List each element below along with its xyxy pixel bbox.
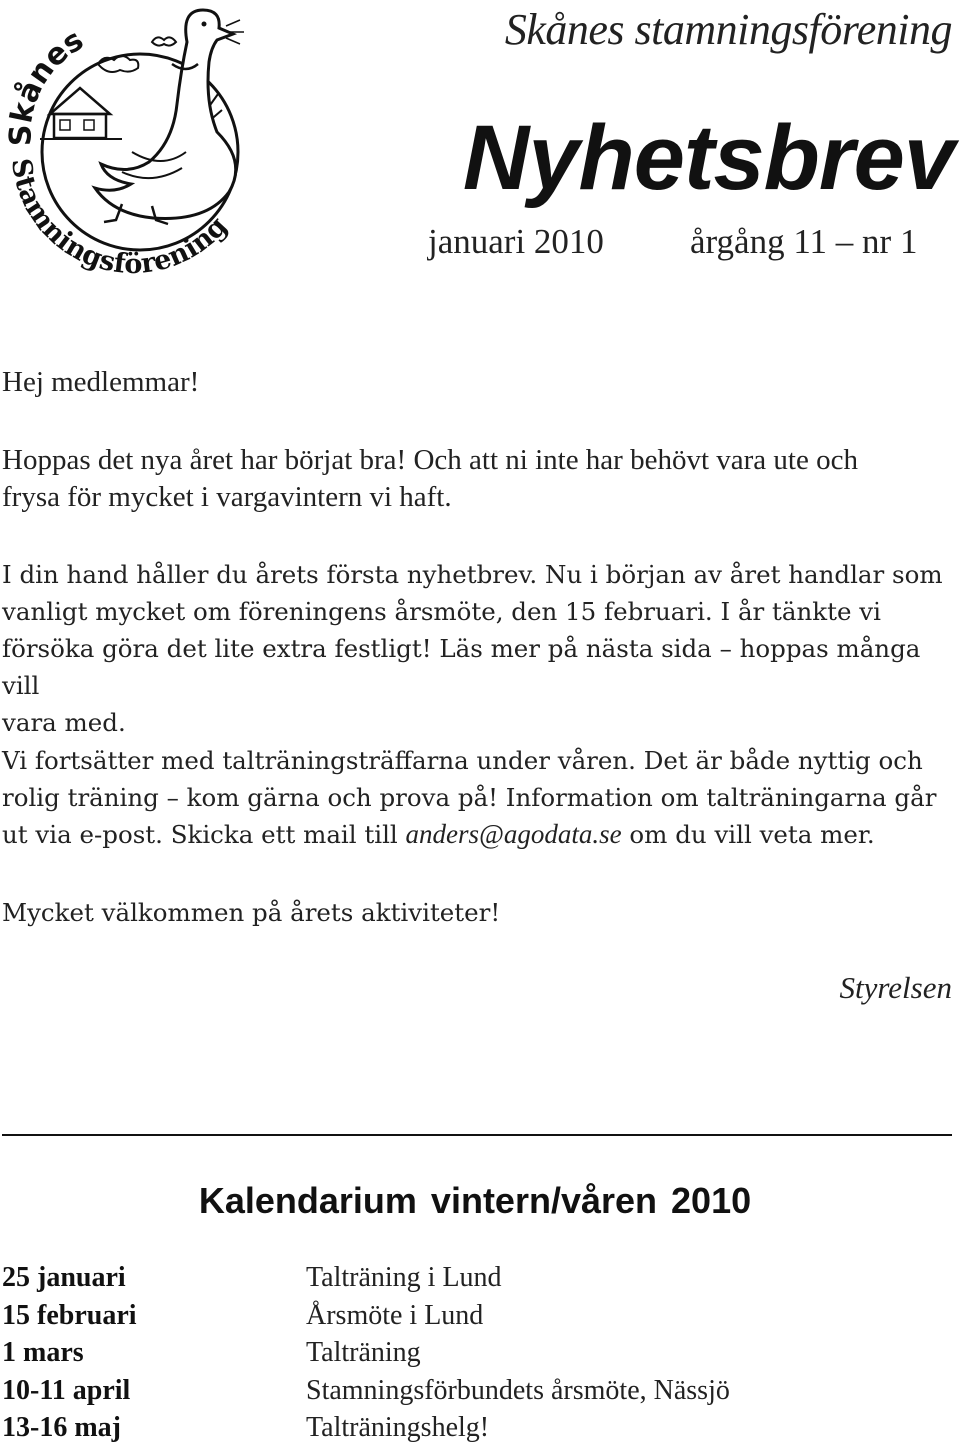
paragraph-annual-meeting [2,556,952,741]
signature: Styrelsen [839,970,952,1005]
calendar-event: Årsmöte i Lund [306,1299,484,1331]
paragraph-line: vara med. [2,708,126,737]
calendar-date: 25 januari [2,1262,126,1293]
paragraph-speech-training [2,742,936,853]
text-before-email: ut via e-post. Skicka ett mail till [2,820,406,849]
email-link[interactable]: anders@agodata.se [405,819,622,849]
svg-text:Stamningsförening: Stamningsförening [4,156,234,280]
paragraph-line [2,816,936,853]
newsletter-title: Nyhetsbrev [462,107,954,209]
calendar-date: 13-16 maj [2,1412,121,1443]
paragraph-welcome: Mycket välkommen på årets aktiviteter! [2,898,501,927]
paragraph-intro [2,442,858,516]
calendar-date: 1 mars [2,1337,84,1368]
calendar-item [2,1375,952,1413]
svg-text:Skånes: Skånes [3,22,90,147]
section-divider [2,1134,952,1136]
text-after-email: om du vill veta mer. [621,820,875,849]
association-logo [2,2,268,282]
calendar-title: Kalendarium vintern/våren 2010 [198,1180,752,1221]
calendar-item [2,1300,952,1338]
paragraph-line: I din hand håller du årets första nyhetbrev. Nu i början av året handlar som [2,560,943,589]
calendar-item [2,1262,952,1300]
calendar-event: Talträningshelg! [306,1412,490,1443]
organization-name: Skånes stamningsförening [504,5,952,54]
greeting: Hej medlemmar! [2,366,200,398]
issue-line [428,222,952,268]
calendar-list [2,1262,952,1450]
calendar-date: 15 februari [2,1299,137,1331]
paragraph-line: frysa för mycket i vargavintern vi haft. [2,481,452,513]
calendar-event: Stamningsförbundets årsmöte, Nässjö [306,1374,730,1406]
calendar-date: 10-11 april [2,1374,131,1406]
paragraph-line: vanligt mycket om föreningens årsmöte, den 15 februari. I år tänkte vi [2,597,881,626]
calendar-item [2,1412,952,1450]
paragraph-line: försöka göra det lite extra festligt! Läs mer på nästa sida – hoppas många vill [2,634,921,700]
calendar-item [2,1337,952,1375]
paragraph-line: Hoppas det nya året har börjat bra! Och att ni inte har behövt vara ute och [2,444,858,476]
calendar-event: Talträning [306,1337,421,1368]
issue-month: januari 2010 [428,222,604,261]
paragraph-line: rolig träning – kom gärna och prova på! Information om talträningarna går [2,783,937,812]
calendar-event: Talträning i Lund [306,1262,502,1293]
issue-volume: årgång 11 – nr 1 [690,222,918,261]
paragraph-line: Vi fortsätter med talträningsträffarna under våren. Det är både nyttig och [2,746,923,775]
